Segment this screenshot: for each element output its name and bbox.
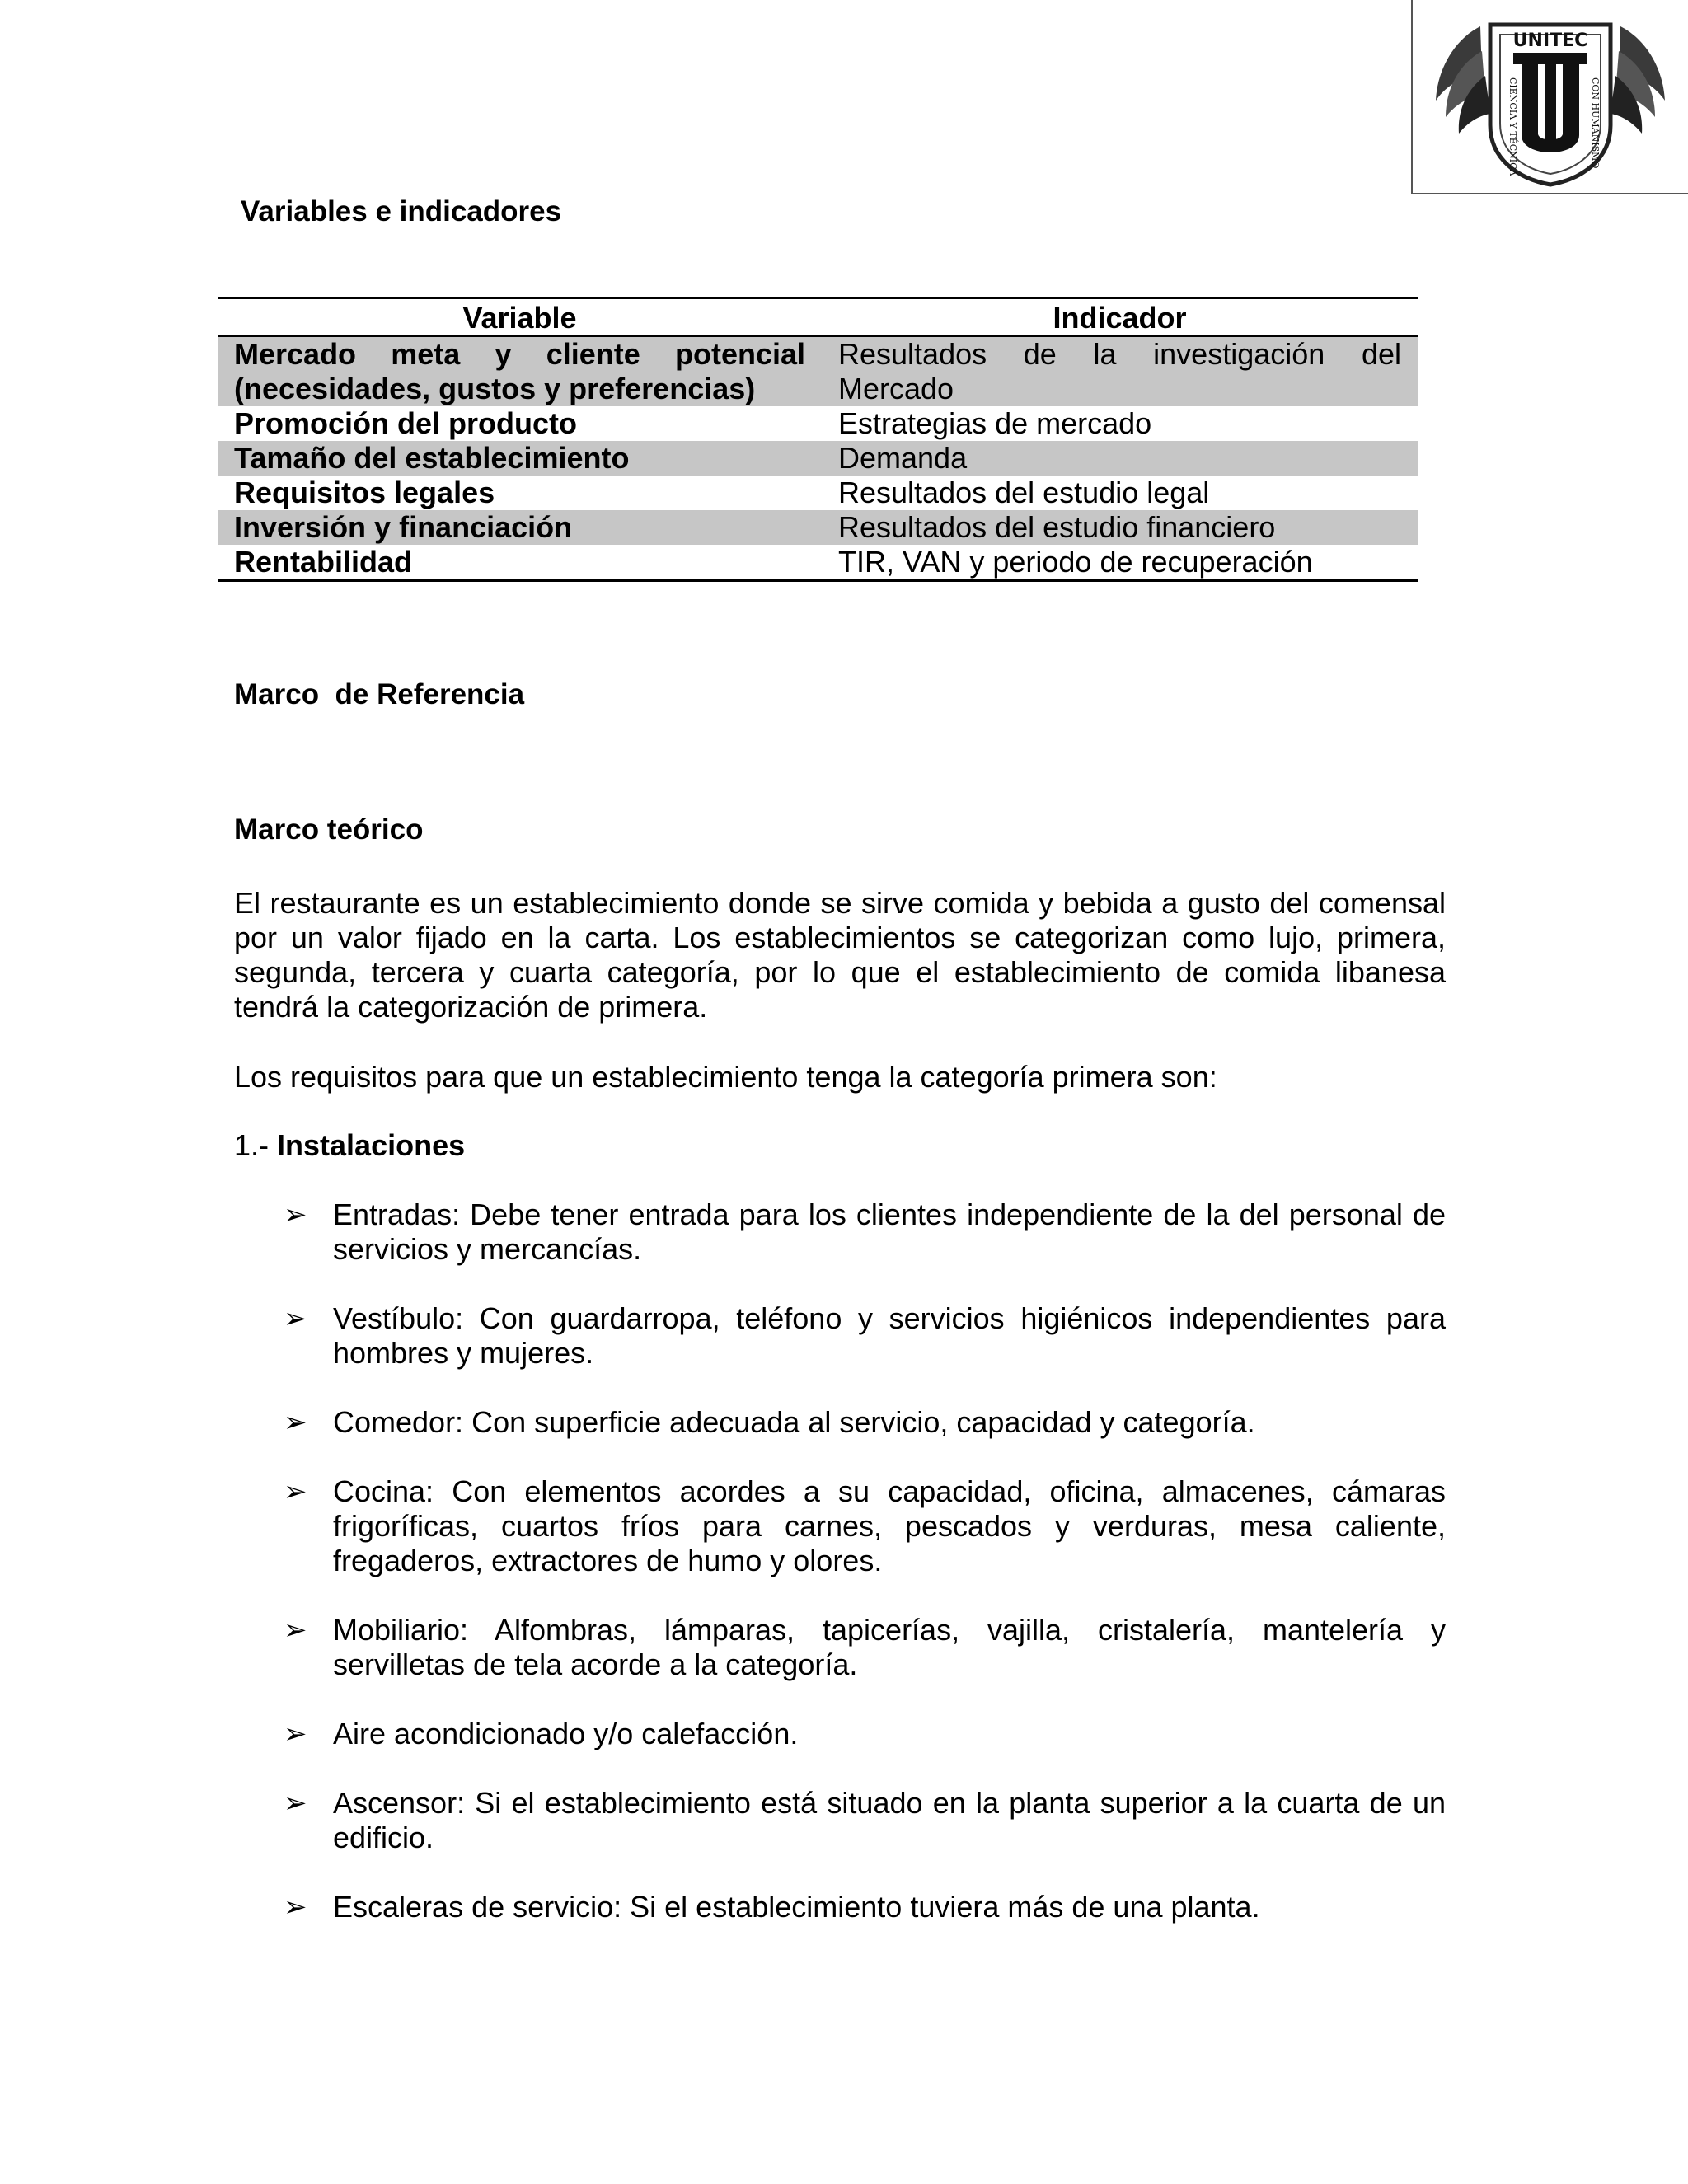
requirements-list [234, 1197, 1446, 1959]
variable-cell: Rentabilidad [234, 545, 413, 579]
header-indicador: Indicador [822, 298, 1418, 337]
variables-heading: Variables e indicadores [241, 195, 562, 227]
arrow-bullet-icon: ➢ [284, 1891, 307, 1923]
list-item-text: Escaleras de servicio: Si el establecimiento tuviera más de una planta. [333, 1890, 1260, 1924]
variable-cell: Requisitos legales [234, 476, 495, 509]
list-item-text: Mobiliario: Alfombras, lámparas, tapicerías, vajilla, cristalería, mantelería y servilletas de tela acorde a la categoría. [333, 1613, 1446, 1681]
section-number: 1.- [234, 1128, 278, 1162]
unitec-logo [1431, 2, 1670, 191]
logo-brand-text: UNITEC [1512, 30, 1588, 51]
header-variable: Variable [218, 298, 822, 337]
indicador-cell: Resultados del estudio financiero [822, 510, 1418, 545]
paragraph-requisitos: Los requisitos para que un establecimiento tenga la categoría primera son: [234, 1060, 1217, 1094]
table-row [218, 476, 1418, 510]
arrow-bullet-icon: ➢ [284, 1303, 307, 1334]
indicador-cell: Resultados del estudio legal [838, 476, 1210, 509]
list-item [234, 1474, 1446, 1578]
arrow-bullet-icon: ➢ [284, 1199, 307, 1230]
logo-motto-left: CIENCIA Y TÉCNICA [1507, 77, 1518, 176]
list-item-text: Entradas: Debe tener entrada para los clientes independiente de la del personal de servicios y mercancías. [333, 1197, 1446, 1266]
table-body [218, 336, 1418, 581]
indicador-cell: Estrategias de mercado [838, 406, 1152, 440]
list-item [234, 1786, 1446, 1855]
list-item-text: Cocina: Con elementos acordes a su capacidad, oficina, almacenes, cámaras frigoríficas, cuartos fríos para carnes, pescados y verduras, mesa caliente, fregaderos, extractores de humo y olores. [333, 1474, 1446, 1577]
variable-cell: Mercado meta y cliente potencial (necesidades, gustos y preferencias) [218, 336, 822, 406]
arrow-bullet-icon: ➢ [284, 1788, 307, 1819]
arrow-bullet-icon: ➢ [284, 1718, 307, 1750]
section-instalaciones [234, 1128, 1446, 1163]
table-header-row [218, 298, 1418, 337]
paragraph-restaurante: El restaurante es un establecimiento donde se sirve comida y bebida a gusto del comensal por un valor fijado en la carta. Los establecimientos se categorizan como lujo, primera, segunda, tercera y cuarta categoría, por lo que el establecimiento de comida libanesa tendrá la categorización de primera. [234, 886, 1446, 1024]
list-item [234, 1301, 1446, 1371]
indicador-cell: Resultados de la investigación del Mercado [822, 336, 1418, 406]
marco-teorico-heading: Marco teórico [234, 813, 424, 846]
list-item [234, 1197, 1446, 1267]
list-item [234, 1717, 1446, 1751]
table-row [218, 406, 1418, 441]
variable-cell: Inversión y financiación [218, 510, 822, 545]
list-item-text: Ascensor: Si el establecimiento está situado en la planta superior a la cuarta de un edificio. [333, 1786, 1446, 1854]
logo-motto-right: CON HUMANISMO [1590, 77, 1601, 169]
list-item-text: Aire acondicionado y/o calefacción. [333, 1717, 799, 1750]
indicador-cell: Demanda [822, 441, 1418, 476]
indicador-cell: TIR, VAN y periodo de recuperación [838, 545, 1313, 579]
table-row [218, 510, 1418, 545]
table-row [218, 545, 1418, 581]
list-item [234, 1405, 1446, 1440]
section-title: Instalaciones [277, 1128, 466, 1162]
list-item [234, 1890, 1446, 1924]
logo-frame [1411, 0, 1688, 194]
arrow-bullet-icon: ➢ [284, 1407, 307, 1438]
variables-table [218, 297, 1418, 582]
list-item-text: Comedor: Con superficie adecuada al servicio, capacidad y categoría. [333, 1405, 1255, 1439]
variable-cell: Tamaño del establecimiento [218, 441, 822, 476]
table-row [218, 441, 1418, 476]
table-row [218, 336, 1418, 406]
list-item [234, 1613, 1446, 1682]
variable-cell: Promoción del producto [234, 406, 578, 440]
list-item-text: Vestíbulo: Con guardarropa, teléfono y servicios higiénicos independientes para hombres y mujeres. [333, 1301, 1446, 1370]
arrow-bullet-icon: ➢ [284, 1615, 307, 1646]
arrow-bullet-icon: ➢ [284, 1476, 307, 1507]
marco-referencia-heading: Marco de Referencia [234, 678, 525, 710]
